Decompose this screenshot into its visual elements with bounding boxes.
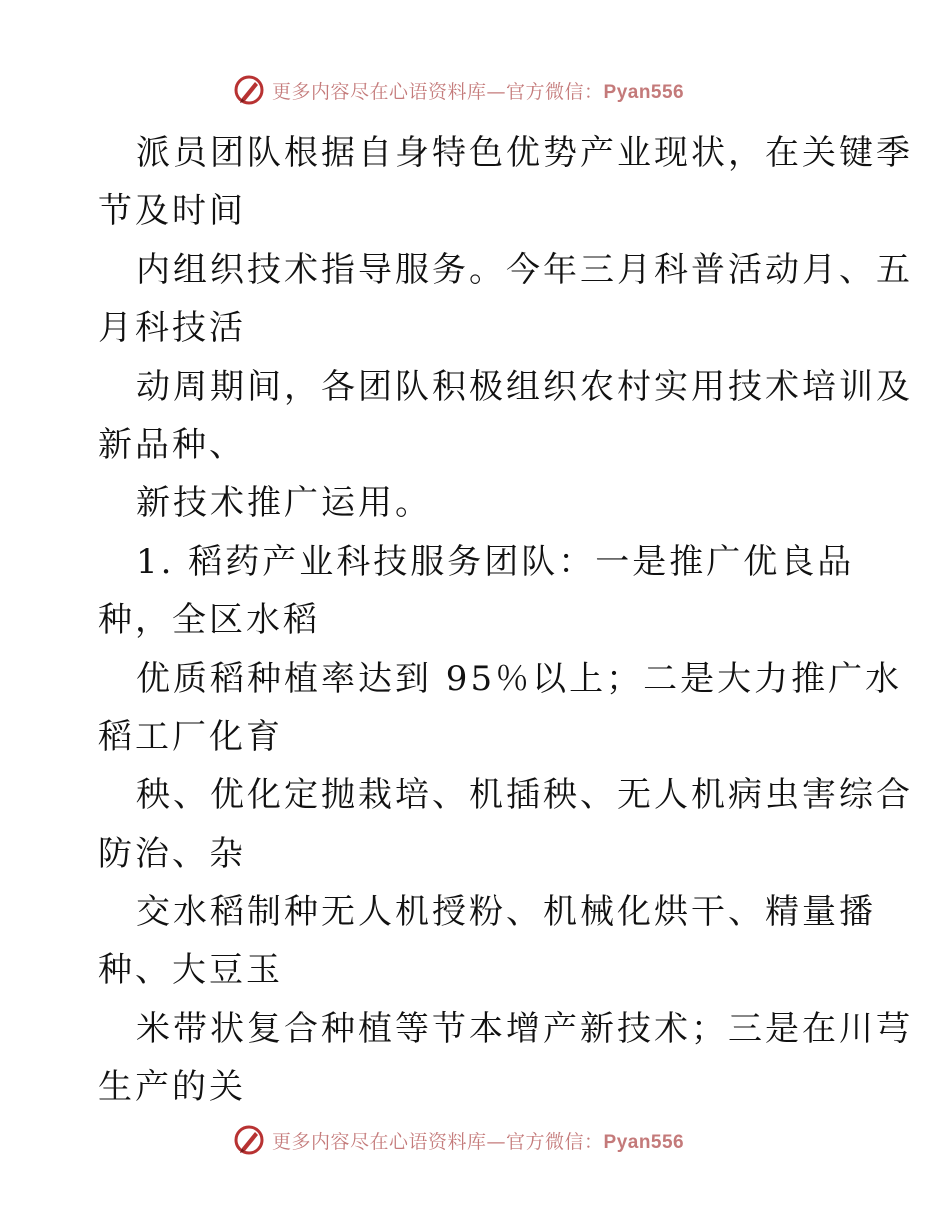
- header-banner: [232, 70, 752, 110]
- text-line: 新技术推广运用。: [136, 483, 432, 524]
- text-line: 新品种、: [98, 424, 246, 465]
- text-line: 动周期间，各团队积极组织农村实用技术培训及: [136, 366, 913, 407]
- text-line: 种，全区水稻: [98, 600, 320, 641]
- text-line: 1. 稻药产业科技服务团队：一是推广优良品: [136, 541, 855, 582]
- footer-banner-text: 更多内容尽在心语资料库—官方微信：Pyan556: [272, 1130, 685, 1153]
- header-banner-text: 更多内容尽在心语资料库—官方微信：Pyan556: [272, 80, 685, 103]
- header-wechat-id: Pyan556: [603, 81, 685, 103]
- text-line: 交水稻制种无人机授粉、机械化烘干、精量播: [136, 892, 876, 933]
- pen-logo-icon: [232, 73, 266, 107]
- footer-banner: [232, 1120, 752, 1160]
- text-line: 防治、杂: [98, 833, 246, 874]
- text-line: 节及时间: [98, 191, 246, 232]
- text-line: 米带状复合种植等节本增产新技术；三是在川芎: [136, 1008, 913, 1049]
- text-line: 秧、优化定抛栽培、机插秧、无人机病虫害综合: [136, 775, 913, 816]
- text-line: 种、大豆玉: [98, 950, 283, 991]
- text-line: 派员团队根据自身特色优势产业现状，在关键季: [136, 133, 913, 173]
- text-line: 稻工厂化育: [98, 716, 283, 757]
- body-text: [98, 124, 913, 1117]
- text-line: 月科技活: [98, 308, 246, 349]
- text-line: 内组织技术指导服务。今年三月科普活动月、五: [136, 249, 913, 290]
- text-line: 生产的关: [98, 1067, 246, 1108]
- pen-logo-icon: [232, 1123, 266, 1157]
- text-line: 优质稻种植率达到 95％以上；二是大力推广水: [136, 658, 903, 699]
- footer-wechat-id: Pyan556: [603, 1131, 685, 1153]
